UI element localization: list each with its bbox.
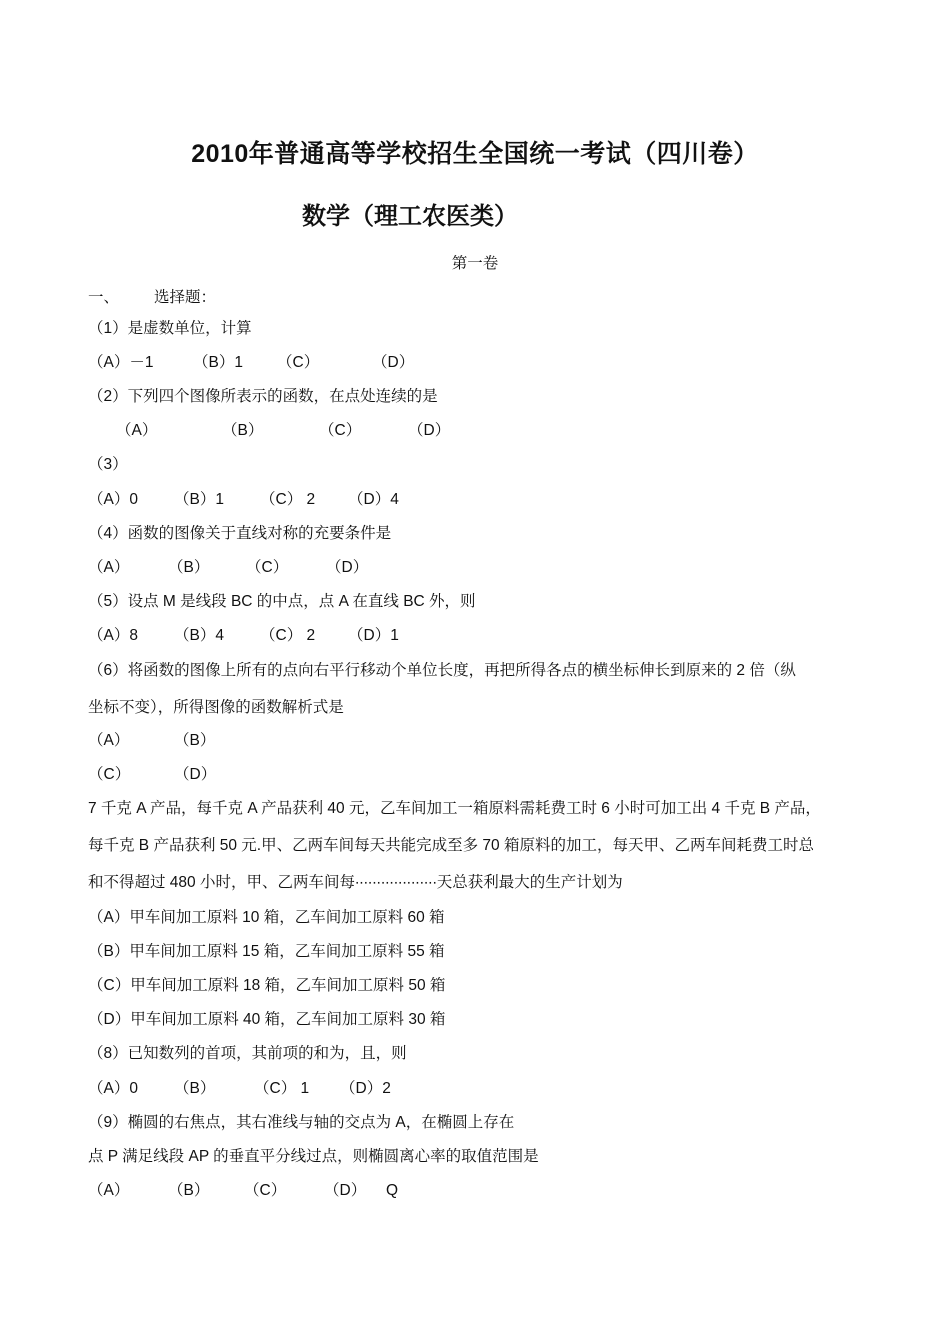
q1-stem: （1）是虚数单位，计算 — [88, 320, 252, 337]
q5-option-c: （C） 2 — [260, 627, 316, 644]
q7-stem-line1: 7 千克 A 产品，每千克 A 产品获利 40 元，乙车间加工一箱原料需耗费工时 6 小时可加工出 4 千克 B 产品， — [88, 800, 821, 817]
q2-option-c: （C） — [319, 422, 362, 439]
q6-option-a: （A） — [88, 732, 130, 749]
q2-option-b: （B） — [222, 422, 264, 439]
section-name: 选择题： — [154, 289, 217, 306]
q5-option-a: （A）8 — [88, 627, 138, 644]
q1-option-c: （C） — [277, 354, 320, 371]
q8-option-a: （A）0 — [88, 1080, 138, 1097]
exam-subtitle: 数学（理工农医类） — [302, 203, 518, 230]
q5-options — [88, 626, 399, 646]
q2-stem: （2）下列四个图像所表示的函数，在点处连续的是 — [88, 388, 438, 405]
section-number: 一、 — [88, 289, 120, 306]
q2-option-d: （D） — [408, 422, 451, 439]
q9-option-b: （B） — [168, 1182, 210, 1199]
q9-options — [88, 1181, 398, 1201]
q7-option-b: （B）甲车间加工原料 15 箱，乙车间加工原料 55 箱 — [88, 943, 445, 960]
q2-options — [116, 421, 450, 441]
q7-stem-line3: 和不得超过 480 小时，甲、乙两车间每∙∙∙∙∙∙∙∙∙∙∙∙∙∙∙∙∙∙∙天总获利最大的生产计划为 — [88, 874, 623, 891]
q6-options-row2 — [88, 765, 216, 785]
exam-title: 2010年普通高等学校招生全国统一考试（四川卷） — [191, 140, 759, 168]
q4-option-a: （A） — [88, 559, 130, 576]
q7-option-a: （A）甲车间加工原料 10 箱，乙车间加工原料 60 箱 — [88, 909, 445, 926]
q4-option-c: （C） — [246, 559, 289, 576]
q1-option-d: （D） — [372, 354, 415, 371]
q7-option-c: （C）甲车间加工原料 18 箱，乙车间加工原料 50 箱 — [88, 977, 446, 994]
q2-option-a: （A） — [116, 422, 158, 439]
q1-option-a: （A）－1 — [88, 354, 154, 371]
q4-options — [88, 558, 368, 578]
q8-option-d: （D）2 — [340, 1080, 391, 1097]
q6-stem-line2: 坐标不变），所得图像的函数解析式是 — [88, 699, 344, 716]
q3-option-d: （D）4 — [348, 491, 399, 508]
q6-option-c: （C） — [88, 766, 131, 783]
q6-stem-line1: （6）将函数的图像上所有的点向右平行移动个单位长度，再把所得各点的横坐标伸长到原来的 2 倍（纵 — [88, 662, 796, 679]
q9-stem-line2: 点 P 满足线段 AP 的垂直平分线过点，则椭圆离心率的取值范围是 — [88, 1148, 539, 1165]
q3-options — [88, 490, 399, 510]
q8-option-b: （B） — [174, 1080, 216, 1097]
q1-option-b: （B）1 — [193, 354, 243, 371]
q9-trailing-text: Q — [386, 1182, 399, 1199]
q8-options — [88, 1079, 391, 1099]
q6-option-d: （D） — [174, 766, 217, 783]
q3-option-b: （B）1 — [174, 491, 224, 508]
q9-option-c: （C） — [244, 1182, 287, 1199]
q4-option-d: （D） — [326, 559, 369, 576]
q6-option-b: （B） — [174, 732, 216, 749]
q3-option-c: （C） 2 — [260, 491, 316, 508]
q7-option-d: （D）甲车间加工原料 40 箱，乙车间加工原料 30 箱 — [88, 1011, 446, 1028]
q5-stem: （5）设点 M 是线段 BC 的中点，点 A 在直线 BC 外，则 — [88, 593, 476, 610]
q6-options-row1 — [88, 731, 215, 751]
q8-option-c: （C） 1 — [254, 1080, 310, 1097]
q9-option-d: （D） — [324, 1182, 367, 1199]
q9-stem-line1: （9）椭圆的右焦点，其右准线与轴的交点为 A，在椭圆上存在 — [88, 1114, 515, 1131]
q4-option-b: （B） — [168, 559, 210, 576]
q8-stem: （8）已知数列的首项，其前项的和为，且，则 — [88, 1045, 407, 1062]
q5-option-d: （D）1 — [348, 627, 399, 644]
q4-stem: （4）函数的图像关于直线对称的充要条件是 — [88, 525, 392, 542]
q1-options — [88, 353, 414, 373]
q3-stem: （3） — [88, 456, 128, 473]
q5-option-b: （B）4 — [174, 627, 224, 644]
q3-option-a: （A）0 — [88, 491, 138, 508]
volume-label: 第一卷 — [451, 255, 499, 272]
q7-stem-line2: 每千克 B 产品获利 50 元.甲、乙两车间每天共能完成至多 70 箱原料的加工，每天甲、乙两车间耗费工时总 — [88, 837, 814, 854]
q9-option-a: （A） — [88, 1182, 130, 1199]
